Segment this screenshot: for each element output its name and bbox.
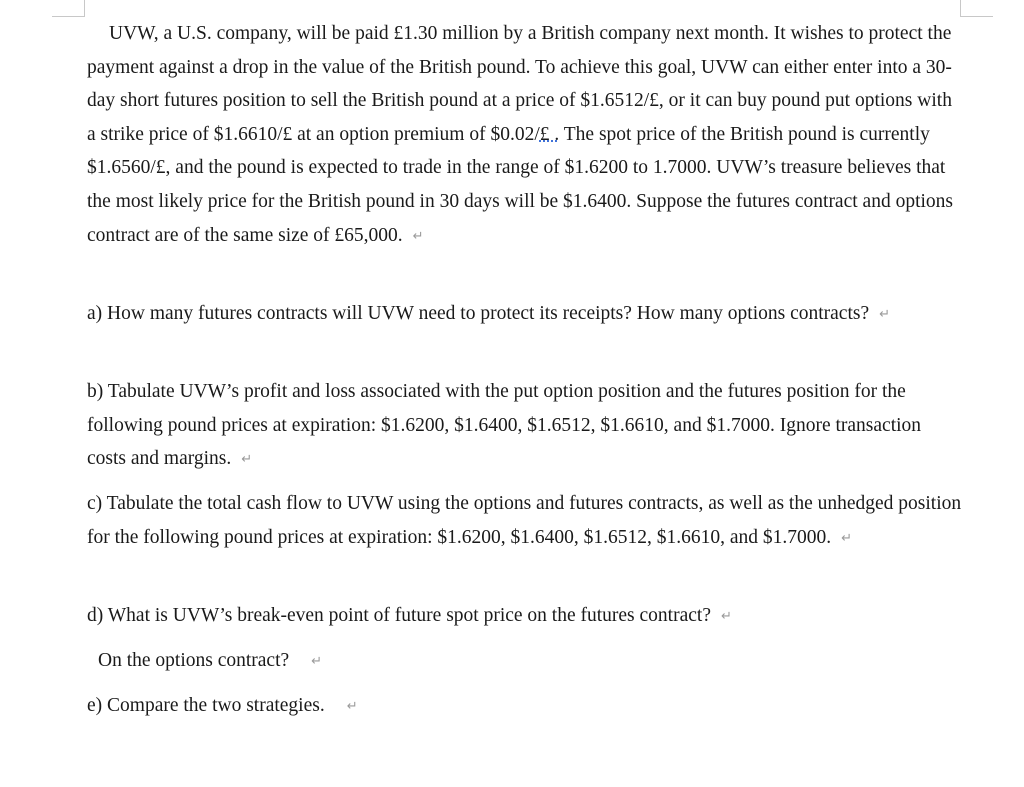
- paragraph-mark-icon: ↵: [720, 609, 732, 624]
- question-c: [87, 487, 962, 555]
- paragraph-mark-icon: ↵: [311, 654, 323, 669]
- question-a-text: a) How many futures contracts will UVW need to protect its receipts? How many options contracts?: [87, 303, 870, 324]
- hyperlink-pound[interactable]: £ .: [539, 123, 560, 145]
- paragraph-mark-icon: ↵: [841, 530, 853, 546]
- question-b-text: b) Tabulate UVW’s profit and loss associated with the put option position and the futures position for the following pound prices at expiration: $1.6200, $1.6400, $1.6512, $1.6610, and $1.7000. Ignore transaction costs and margins.: [87, 381, 922, 470]
- paragraph-mark-icon: ↵: [346, 699, 358, 714]
- intro-text-part2: The spot price of the British pound is currently $1.6560/£, and the pound is expected to trade in the range of $1.6200 to 1.7000. UVW’s treasure believes that the most likely price for the British pound in 30 days will be $1.6400. Suppose the futures contract and options contract are of the same size of £65,000.: [87, 123, 953, 246]
- question-c-text: c) Tabulate the total cash flow to UVW using the options and futures contracts, as well as the unhedged position for the following pound prices at expiration: $1.6200, $1.6400, $1.6512, $1.6610, and $1.7000.: [87, 493, 962, 548]
- paragraph-mark-icon: ↵: [412, 228, 424, 244]
- question-b: [87, 375, 962, 477]
- page-corner-top-right: [960, 0, 993, 17]
- question-d: [87, 599, 962, 634]
- question-d-options: [98, 644, 973, 679]
- question-e: [87, 689, 962, 724]
- question-a: [87, 297, 962, 332]
- question-e-text: e) Compare the two strategies.: [87, 695, 325, 716]
- question-d-options-text: On the options contract?: [98, 650, 290, 671]
- intro-text-part1: UVW, a U.S. company, will be paid £1.30 million by a British company next month. It wishes to protect the payment against a drop in the value of the British pound. To achieve this goal, UVW can either enter into a 30-day short futures position to sell the British pound at a price of $1.6512/£, or it can buy pound put options with a strike price of $1.6610/£ at an option premium of $0.02/: [87, 23, 952, 145]
- document-body: [87, 17, 962, 253]
- question-d-text: d) What is UVW’s break-even point of future spot price on the futures contract?: [87, 605, 711, 626]
- page-corner-top-left: [52, 0, 85, 17]
- paragraph-mark-icon: ↵: [879, 307, 891, 322]
- paragraph-mark-icon: ↵: [241, 452, 253, 468]
- intro-paragraph: [87, 17, 962, 253]
